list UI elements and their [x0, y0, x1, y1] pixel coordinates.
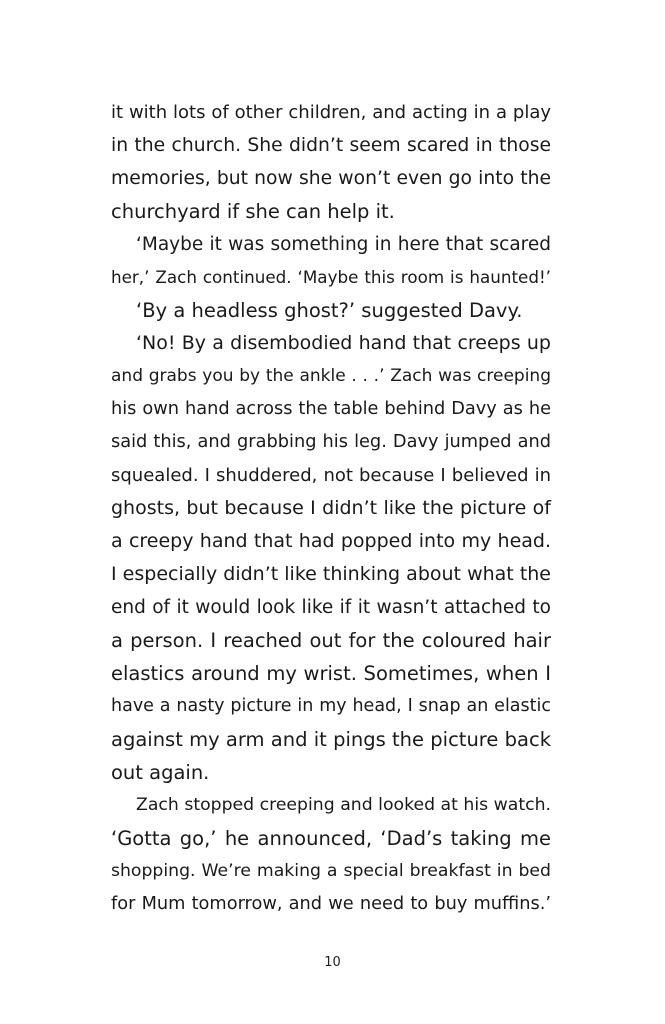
text-line: ‘No! By a disembodied hand that creeps up	[136, 332, 551, 354]
text-line: a creepy hand that had popped into my head.	[111, 530, 551, 552]
text-line: said this, and grabbing his leg. Davy jumped and	[111, 432, 551, 452]
text-line: his own hand across the table behind Davy as he	[111, 399, 551, 419]
text-line: memories, but now she won’t even go into the	[111, 168, 551, 189]
text-line: ‘Maybe it was something in here that scared	[136, 234, 551, 255]
text-line: ‘Gotta go,’ he announced, ‘Dad’s taking me	[111, 827, 551, 850]
text-line: elastics around my wrist. Sometimes, when I	[111, 662, 551, 685]
page-number: 10	[324, 955, 341, 970]
text-line: I especially didn’t like thinking about what the	[111, 563, 551, 585]
text-line: against my arm and it pings the picture back	[111, 728, 551, 751]
body-text	[111, 96, 551, 921]
text-line: for Mum tomorrow, and we need to buy muffins.’	[111, 894, 551, 914]
text-line: ‘By a headless ghost?’ suggested Davy.	[136, 299, 523, 322]
text-line: her,’ Zach continued. ‘Maybe this room is haunted!’	[111, 267, 551, 287]
text-line: in the church. She didn’t seem scared in those	[111, 135, 551, 156]
text-line: end of it would look like if it wasn’t attached to	[111, 597, 551, 618]
text-line: Zach stopped creeping and looked at his watch.	[136, 795, 551, 815]
text-line: shopping. We’re making a special breakfast in bed	[111, 861, 551, 881]
text-line: ghosts, but because I didn’t like the picture of	[111, 497, 551, 519]
text-line: a person. I reached out for the coloured hair	[111, 629, 551, 652]
text-line: and grabs you by the ankle . . .’ Zach was creeping	[111, 366, 551, 386]
text-line: out again.	[111, 761, 210, 784]
text-line: have a nasty picture in my head, I snap an elastic	[111, 696, 551, 716]
text-line: squealed. I shuddered, not because I believed in	[111, 465, 551, 486]
text-line: churchyard if she can help it.	[111, 200, 395, 223]
text-line: it with lots of other children, and acting in a play	[111, 102, 551, 123]
